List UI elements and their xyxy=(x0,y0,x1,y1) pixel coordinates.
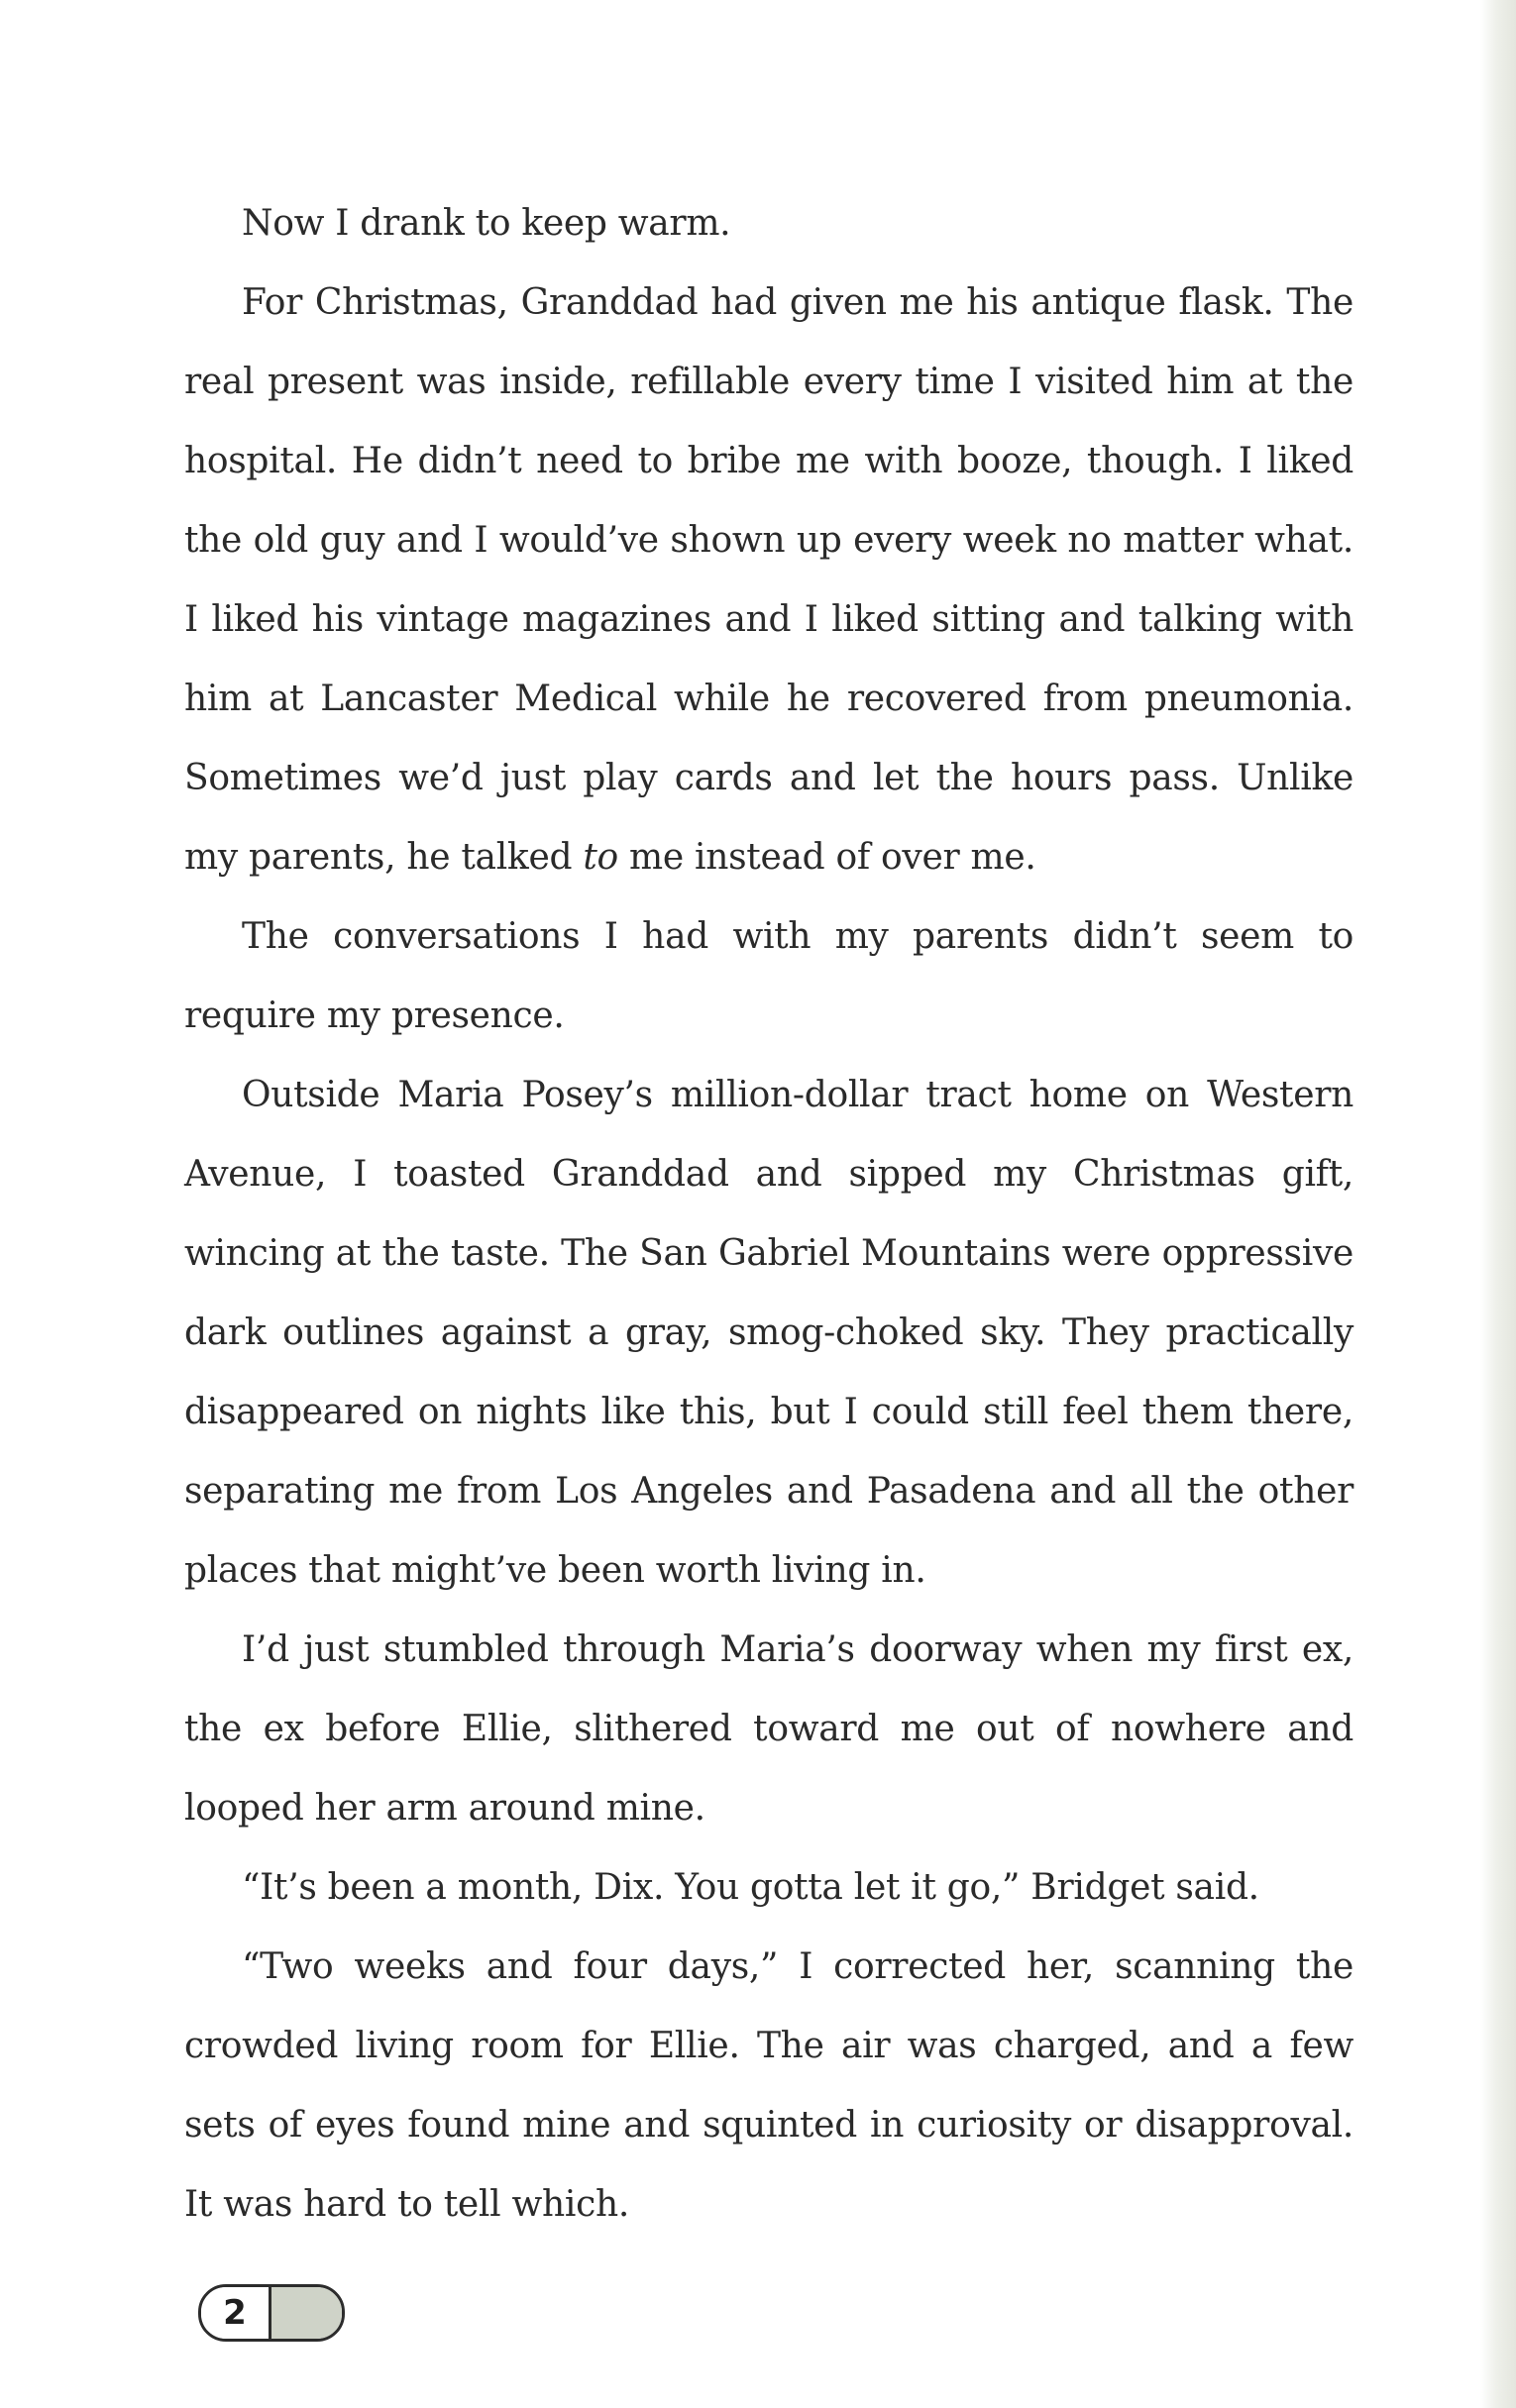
paragraph xyxy=(184,263,1354,897)
text-run: I’d just stumbled through Maria’s doorway when my first ex, the ex before Ellie, slithered toward me out of nowhere and looped her arm around mine. xyxy=(184,1629,1354,1829)
paragraph xyxy=(184,184,1354,263)
paragraph xyxy=(184,1611,1354,1848)
text-run: “It’s been a month, Dix. You gotta let it go,” Bridget said. xyxy=(242,1867,1259,1908)
paragraph xyxy=(184,1928,1354,2245)
page-number-tab xyxy=(198,2284,345,2342)
paragraph xyxy=(184,897,1354,1056)
text-run: The conversations I had with my parents didn’t seem to require my presence. xyxy=(184,916,1354,1036)
text-run: Now I drank to keep warm. xyxy=(242,203,731,244)
text-run: “Two weeks and four days,” I corrected her, scanning the crowded living room for Ellie. The air was charged, and a few sets of eyes found mine and squinted in curiosity or disapproval. It was hard to tell which. xyxy=(184,1946,1354,2225)
page-tab-fill xyxy=(271,2287,342,2339)
paragraph xyxy=(184,1056,1354,1611)
text-run: me instead of over me. xyxy=(617,837,1036,878)
text-run: Outside Maria Posey’s million-dollar tract home on Western Avenue, I toasted Granddad and sipped my Christmas gift, wincing at the taste. The San Gabriel Mountains were oppressive dark outlines against a gray, smog-choked sky. They practically disappeared on nights like this, but I could still feel them there, separating me from Los Angeles and Pasadena and all the other places that might’ve been worth living in. xyxy=(184,1075,1354,1591)
body-text xyxy=(184,184,1354,2245)
page-edge-shadow xyxy=(1480,0,1516,2408)
paragraph xyxy=(184,1848,1354,1928)
page-number: 2 xyxy=(201,2287,271,2339)
text-run: For Christmas, Granddad had given me his antique flask. The real present was inside, refillable every time I visited him at the hospital. He didn’t need to bribe me with booze, though. I liked the old guy and I would’ve shown up every week no matter what. I liked his vintage magazines and I liked sitting and talking with him at Lancaster Medical while he recovered from pneumonia. Sometimes we’d just play cards and let the hours pass. Unlike my parents, he talked xyxy=(184,282,1354,878)
italic-text: to xyxy=(583,837,618,878)
